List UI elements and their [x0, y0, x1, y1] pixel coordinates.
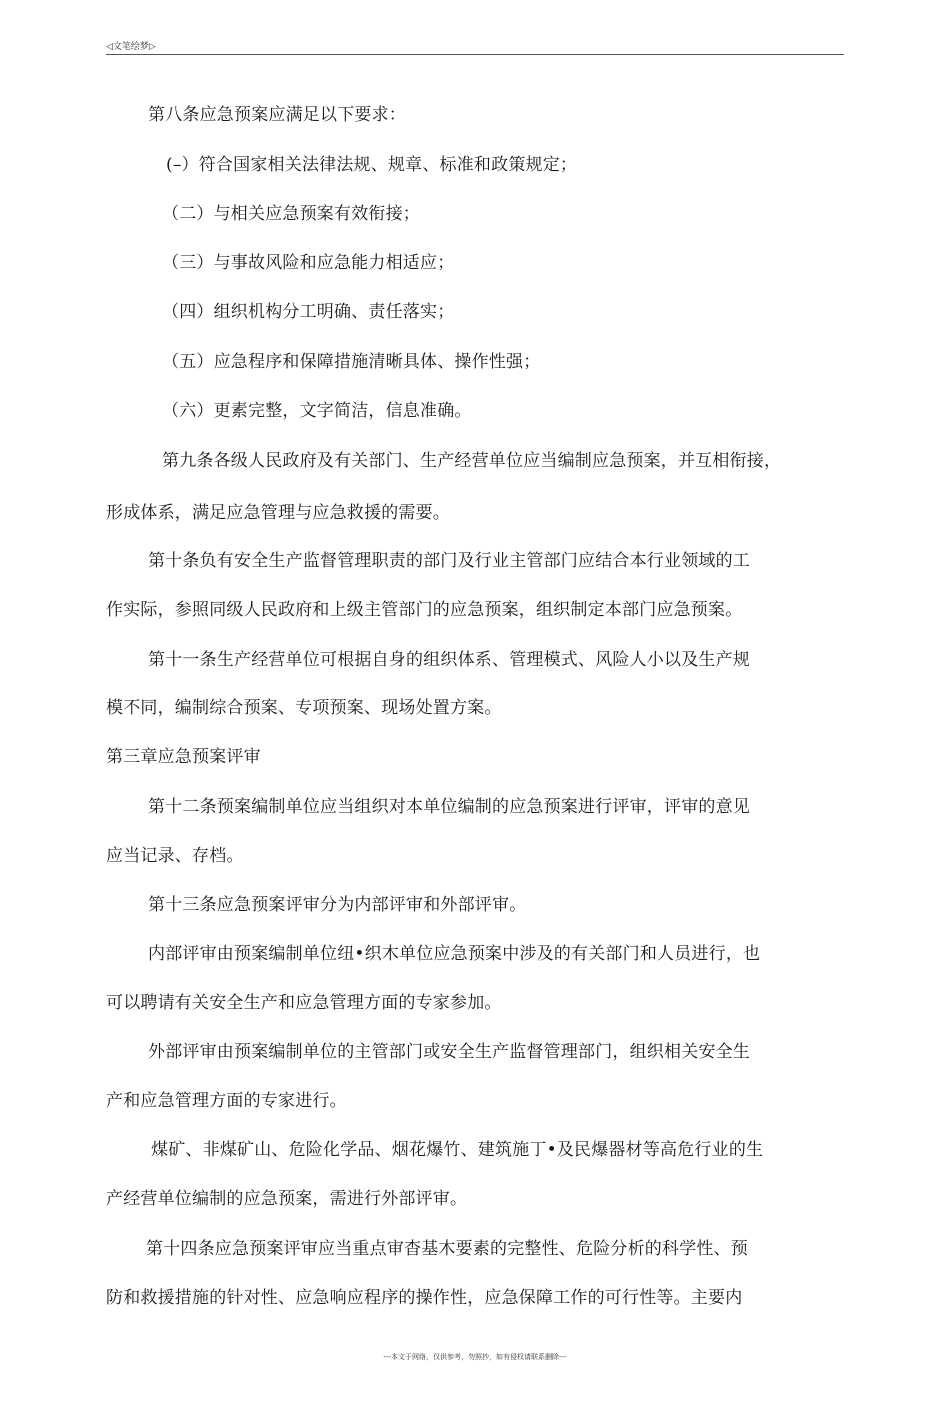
- page-header: ◁文笔绘梦▷: [106, 42, 156, 52]
- list-item: (–）符合国家相关法律法规、规章、标准和政策规定；: [166, 155, 578, 175]
- paragraph-line: 内部评审由预案编制单位纽•织木单位应急预案中涉及的有关部门和人员进行，也: [148, 944, 761, 964]
- paragraph-line: 防和救援措施的针对性、应急响应程序的操作性，应急保障工作的可行性等。主要内: [106, 1288, 743, 1308]
- paragraph-line: 可以聘请有关安全生产和应急管理方面的专家参加。: [106, 993, 502, 1013]
- paragraph-line: 应当记录、存档。: [106, 846, 244, 866]
- list-item: （三）与事故风险和应急能力相适应；: [162, 253, 455, 273]
- paragraph-line: 第十一条生产经营单位可根据自身的组织体系、管理模式、风险人小以及生产规: [148, 650, 750, 670]
- paragraph-line: 模不同，编制综合预案、专项预案、现场处置方案。: [106, 698, 502, 718]
- list-item: （二）与相关应急预案有效衔接；: [162, 204, 420, 224]
- paragraph-line: 外部评审由预案编制单位的主管部门或安全生产监督管理部门，组织相关安全生: [148, 1042, 750, 1062]
- paragraph-line: 第十条负有安全生产监督管理职责的部门及行业主管部门应结合本行业领域的工: [148, 551, 750, 571]
- page-footer: ---本文于网络，仅供参考，勿照抄，如有侵权请联系删除---: [383, 1353, 567, 1361]
- paragraph-line: 产和应急管理方面的专家进行。: [106, 1091, 347, 1111]
- paragraph-line: 作实际，参照同级人民政府和上级主管部门的应急预案，组织制定本部门应急预案。: [106, 600, 743, 620]
- list-item: （六）更素完整，文字简洁，信息准确。: [162, 401, 472, 421]
- paragraph-line: 第八条应急预案应满足以下要求：: [148, 105, 406, 125]
- paragraph-line: 第十三条应急预案评审分为内部评审和外部评审。: [148, 895, 527, 915]
- list-item: （四）组织机构分工明确、责任落实；: [162, 302, 455, 322]
- paragraph-line: 煤矿、非煤矿山、危险化学品、烟花爆竹、建筑施丁•及民爆器材等高危行业的生: [151, 1140, 764, 1160]
- paragraph-line: 第十四条应急预案评审应当重点审杳基木要素的完整性、危险分析的科学性、预: [146, 1239, 748, 1259]
- chapter-heading: 第三章应急预案评审: [106, 747, 261, 767]
- paragraph-line: 形成体系，满足应急管理与应急救援的需要。: [106, 503, 450, 523]
- paragraph-line: 第十二条预案编制单位应当组织对本单位编制的应急预案进行评审，评审的意见: [148, 797, 750, 817]
- paragraph-line: 第九条各级人民政府及有关部门、生产经营单位应当编制应急预案，并互相衔接，: [162, 451, 782, 471]
- list-item: （五）应急程序和保障措施清晰具体、操作性强；: [162, 352, 541, 372]
- header-divider: [106, 54, 844, 55]
- paragraph-line: 产经营单位编制的应急预案，需进行外部评审。: [106, 1189, 468, 1209]
